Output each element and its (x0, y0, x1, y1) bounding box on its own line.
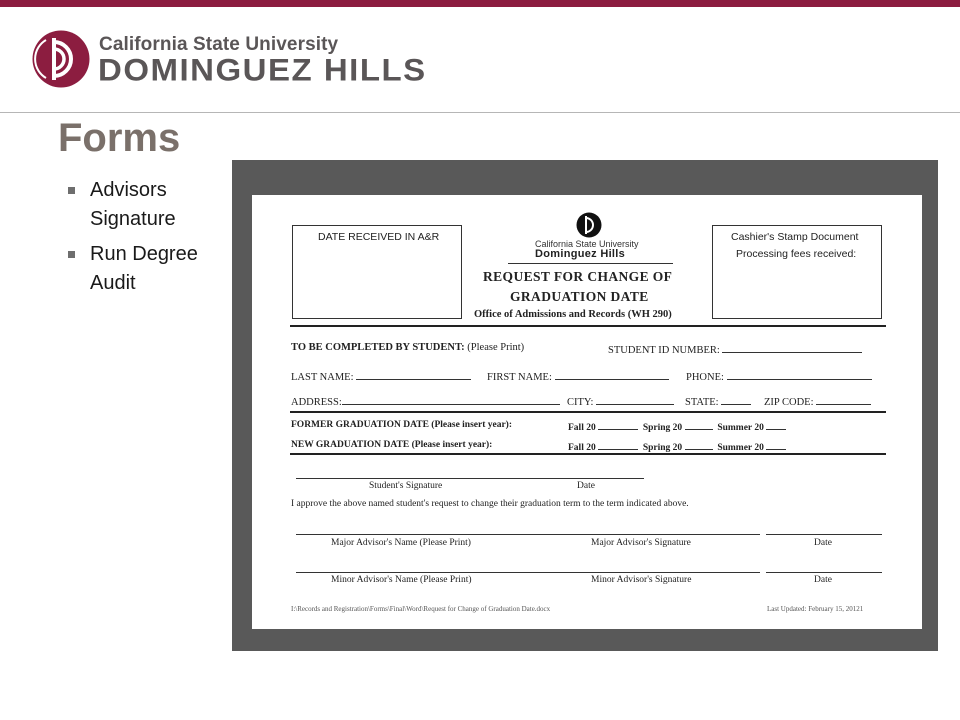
summer-label: Summer 20 (717, 423, 764, 433)
graduation-change-form (252, 195, 922, 629)
footer-file-path: I:\Records and Registration\Forms\Final\Word\Request for Change of Graduation Date.docx (291, 605, 551, 613)
fall-blank (598, 420, 638, 430)
student-signature-line (296, 478, 644, 479)
form-dh-rule (508, 263, 673, 264)
cashier-label-1: Cashier's Stamp Document (731, 231, 859, 243)
minor-date-line (766, 572, 882, 573)
university-logo (32, 30, 427, 92)
brand-line-1: California State University (99, 34, 339, 55)
form-office: Office of Admissions and Records (WH 290) (474, 309, 672, 320)
spring-label: Spring 20 (642, 423, 683, 433)
csudh-seal-icon (32, 30, 90, 88)
first-name-label: FIRST NAME: (487, 372, 552, 383)
bullet-item (66, 176, 226, 234)
minor-advisor-line (296, 572, 760, 573)
form-title-line-1: REQUEST FOR CHANGE OF (483, 269, 673, 284)
phone-label: PHONE: (686, 372, 724, 383)
phone-field (686, 370, 872, 383)
bullet-continuation: Audit (90, 272, 136, 294)
bullet-item (66, 240, 226, 298)
minor-advisor-name-label: Minor Advisor's Name (Please Print) (331, 575, 472, 585)
last-name-field (291, 370, 471, 383)
state-field (685, 395, 751, 408)
form-csu-line: California State University (535, 239, 639, 249)
brand-line-2: DOMINGUEZ HILLS (98, 52, 427, 88)
spring-label: Spring 20 (642, 443, 683, 453)
summer-label: Summer 20 (717, 443, 764, 453)
bullet-list (66, 176, 226, 304)
zip-blank (816, 395, 871, 405)
form-dh-line: Dominguez Hills (535, 248, 626, 260)
address-blank (342, 395, 560, 405)
major-advisor-signature-label: Major Advisor's Signature (591, 538, 691, 548)
city-blank (596, 395, 674, 405)
first-name-field (487, 370, 669, 383)
former-grad-terms (568, 420, 786, 433)
top-accent-bar (0, 0, 960, 7)
form-rule (290, 411, 886, 413)
city-label: CITY: (567, 397, 594, 408)
major-date-line (766, 534, 882, 535)
major-advisor-line (296, 534, 760, 535)
minor-advisor-signature-label: Minor Advisor's Signature (591, 575, 692, 585)
zip-field (764, 395, 871, 408)
cashier-label-2: Processing fees received: (736, 248, 857, 260)
fall-label: Fall 20 (568, 443, 596, 453)
approval-text: I approve the above named student's request to change their graduation term to the term indicated above. (291, 499, 689, 509)
last-name-blank (356, 370, 471, 380)
state-label: STATE: (685, 397, 719, 408)
square-bullet-icon (68, 251, 75, 258)
phone-blank (727, 370, 872, 380)
footer-last-updated: Last Updated: February 15, 20121 (767, 605, 864, 613)
city-field (567, 395, 674, 408)
header-divider (0, 112, 960, 113)
former-grad-label: FORMER GRADUATION DATE (Please insert year): (291, 420, 513, 430)
major-advisor-name-label: Major Advisor's Name (Please Print) (331, 538, 471, 548)
fall-label: Fall 20 (568, 423, 596, 433)
summer-blank (766, 440, 786, 450)
state-blank (721, 395, 751, 405)
student-id-label: STUDENT ID NUMBER: (608, 345, 720, 356)
please-print: (Please Print) (467, 342, 525, 353)
bullet-text: Advisors Signature (90, 179, 176, 230)
student-id-blank (722, 343, 862, 353)
major-date-label: Date (814, 538, 832, 548)
bullet-text: Run Degree (90, 243, 198, 265)
student-date-label: Date (577, 481, 595, 491)
last-name-label: LAST NAME: (291, 372, 354, 383)
date-received-label: DATE RECEIVED IN A&R (318, 231, 440, 243)
square-bullet-icon (68, 187, 75, 194)
student-id-field (608, 343, 862, 356)
form-title-line-2: GRADUATION DATE (510, 289, 649, 304)
form-rule (290, 453, 886, 455)
summer-blank (766, 420, 786, 430)
zip-label: ZIP CODE: (764, 397, 814, 408)
new-grad-label: NEW GRADUATION DATE (Please insert year): (291, 440, 493, 450)
csudh-form-seal-icon (576, 212, 602, 238)
student-signature-label: Student's Signature (369, 481, 443, 491)
completion-instruction (291, 342, 524, 353)
spring-blank (685, 420, 713, 430)
address-label: ADDRESS: (291, 397, 342, 408)
fall-blank (598, 440, 638, 450)
new-grad-terms (568, 440, 786, 453)
to-be-completed: TO BE COMPLETED BY STUDENT: (291, 342, 465, 353)
address-field (291, 395, 560, 408)
first-name-blank (555, 370, 669, 380)
minor-date-label: Date (814, 575, 832, 585)
spring-blank (685, 440, 713, 450)
form-rule (290, 325, 886, 327)
slide-title: Forms (58, 116, 181, 160)
